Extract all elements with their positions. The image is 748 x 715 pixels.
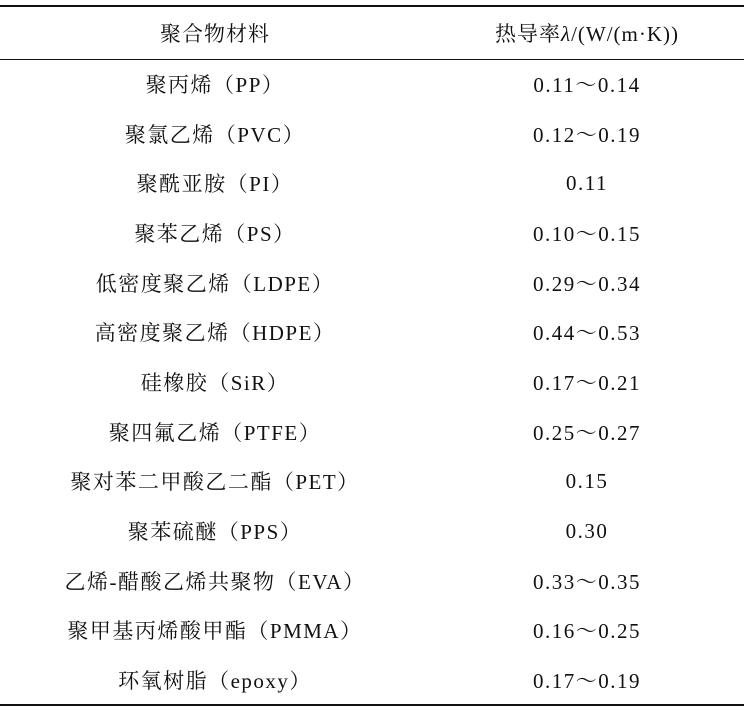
cell-material: 高密度聚乙烯（HDPE） [94, 321, 336, 346]
cell-material: 硅橡胶（SiR） [140, 370, 290, 395]
header-conductivity-unit: /(W/(m·K)) [571, 21, 680, 46]
table-body [0, 59, 744, 705]
table-row [0, 506, 744, 556]
table-row [0, 407, 744, 457]
cell-conductivity: 0.11 [566, 170, 608, 195]
cell-conductivity: 0.29～0.34 [533, 271, 641, 296]
table-row [0, 158, 744, 208]
table-row [0, 109, 744, 159]
cell-conductivity: 0.17～0.21 [533, 370, 641, 395]
cell-conductivity: 0.11～0.14 [533, 73, 641, 98]
header-conductivity-symbol: λ [560, 21, 572, 46]
cell-conductivity: 0.12～0.19 [533, 122, 641, 147]
cell-material: 聚丙烯（PP） [145, 73, 285, 98]
cell-conductivity: 0.33～0.35 [533, 569, 641, 594]
cell-conductivity: 0.44～0.53 [533, 321, 641, 346]
cell-conductivity: 0.16～0.25 [533, 619, 641, 644]
table-row [0, 59, 744, 109]
cell-conductivity: 0.25～0.27 [533, 420, 641, 445]
cell-material: 乙烯-醋酸乙烯共聚物（EVA） [64, 569, 366, 594]
cell-material: 聚氯乙烯（PVC） [124, 122, 306, 147]
table-row [0, 556, 744, 606]
cell-material: 低密度聚乙烯（LDPE） [95, 271, 335, 296]
table-header [0, 6, 744, 59]
cell-material: 聚四氟乙烯（PTFE） [108, 420, 322, 445]
cell-material: 聚苯硫醚（PPS） [127, 520, 303, 545]
table-row [0, 258, 744, 308]
header-material: 聚合物材料 [0, 6, 430, 59]
cell-material: 聚对苯二甲酸乙二酯（PET） [70, 470, 360, 495]
table-row [0, 357, 744, 407]
cell-conductivity: 0.30 [565, 518, 609, 543]
thermal-conductivity-table-container [0, 5, 744, 706]
header-conductivity [430, 6, 744, 59]
table-row [0, 208, 744, 258]
cell-material: 环氧树脂（epoxy） [0, 655, 430, 705]
header-conductivity-prefix: 热导率 [494, 21, 561, 46]
header-row [0, 6, 744, 59]
cell-conductivity: 0.17～0.19 [430, 655, 744, 705]
thermal-conductivity-table [0, 5, 744, 706]
cell-conductivity: 0.15 [565, 468, 609, 493]
table-row [0, 655, 744, 705]
cell-conductivity: 0.10～0.15 [533, 221, 641, 246]
cell-material: 聚甲基丙烯酸甲酯（PMMA） [67, 619, 363, 644]
cell-material: 聚酰亚胺（PI） [136, 172, 294, 197]
table-row [0, 307, 744, 357]
table-row [0, 457, 744, 507]
cell-material: 聚苯乙烯（PS） [134, 221, 296, 246]
table-row [0, 606, 744, 656]
